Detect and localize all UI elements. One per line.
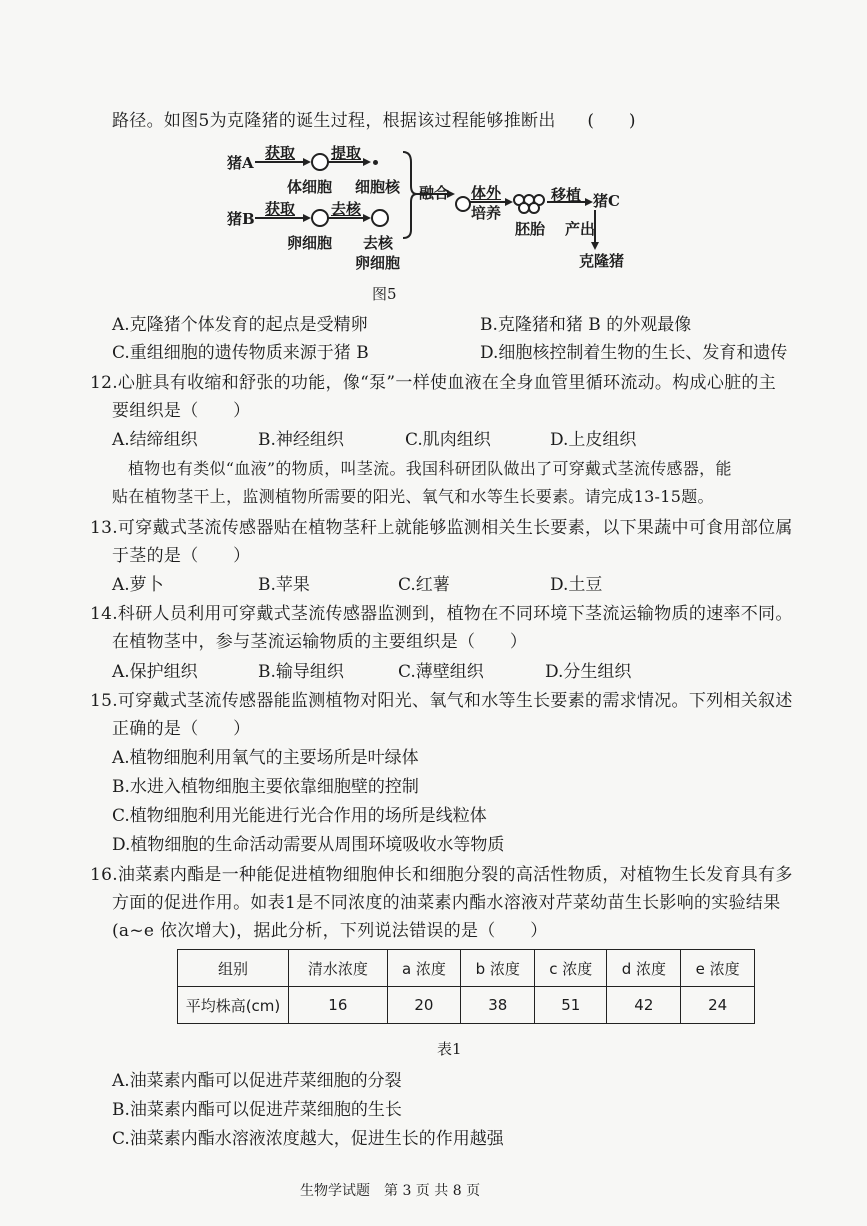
pig-a-label: 猪A bbox=[227, 154, 254, 172]
table-header-cell: 清水浓度 bbox=[289, 950, 388, 987]
pig-b-label: 猪B bbox=[227, 210, 255, 228]
answer-paren: ( ) bbox=[587, 111, 636, 131]
cloned-pig-label: 克隆猪 bbox=[579, 252, 625, 270]
q11-option-b: B.克隆猪和猪 B 的外观最像 bbox=[480, 315, 692, 335]
q16-stem-line3: (a~e 依次增大)，据此分析，下列说法错误的是（ ） bbox=[112, 921, 548, 941]
enucleate-label: 去核 bbox=[331, 200, 362, 218]
q16-option-c: C.油菜素内酯水溶液浓度越大，促进生长的作用越强 bbox=[112, 1129, 504, 1149]
table-cell: 51 bbox=[535, 987, 607, 1024]
table-1 bbox=[177, 949, 755, 1024]
q12-option-a: A.结缔组织 bbox=[112, 430, 198, 450]
page-footer: 生物学试题 第 3 页 共 8 页 bbox=[300, 1183, 481, 1199]
q12-option-c: C.肌肉组织 bbox=[405, 430, 491, 450]
table-cell: 38 bbox=[461, 987, 535, 1024]
enucleated-label-2: 卵细胞 bbox=[355, 254, 401, 272]
table-header-cell: b 浓度 bbox=[461, 950, 535, 987]
table-cell: 42 bbox=[607, 987, 681, 1024]
table-header-cell: a 浓度 bbox=[387, 950, 461, 987]
enucleated-egg-icon bbox=[371, 209, 389, 227]
passage-line2: 贴在植物茎干上，监测植物所需要的阳光、氧气和水等生长要素。请完成13-15题。 bbox=[112, 487, 714, 506]
q12-option-d: D.上皮组织 bbox=[550, 430, 637, 450]
q13-option-b: B.苹果 bbox=[258, 575, 310, 595]
embryo-label: 胚胎 bbox=[515, 220, 546, 238]
extract-label: 提取 bbox=[331, 144, 362, 162]
culture-label-2: 培养 bbox=[471, 204, 502, 222]
get-label-a: 获取 bbox=[265, 144, 296, 162]
q13-option-a: A.萝卜 bbox=[112, 575, 164, 595]
q14-stem-line2: 在植物茎中，参与茎流运输物质的主要组织是（ ） bbox=[112, 632, 528, 652]
table-header-cell: c 浓度 bbox=[535, 950, 607, 987]
q12-stem-line1: 12.心脏具有收缩和舒张的功能，像“泵”一样使血液在全身血管里循环流动。构成心脏的主 bbox=[90, 373, 777, 393]
figure-caption: 图5 bbox=[372, 285, 397, 303]
q13-stem-line1: 13.可穿戴式茎流传感器贴在植物茎秆上就能够监测相关生长要素，以下果蔬中可食用部位属 bbox=[90, 518, 793, 538]
intro-text: 路径。如图5为克隆猪的诞生过程，根据该过程能够推断出 bbox=[112, 111, 556, 131]
table-header-row bbox=[178, 950, 755, 987]
table-row-label: 平均株高(cm) bbox=[178, 987, 289, 1024]
table-header-cell: 组别 bbox=[178, 950, 289, 987]
q16-option-b: B.油菜素内酯可以促进芹菜细胞的生长 bbox=[112, 1100, 402, 1120]
egg-cell-icon bbox=[311, 209, 329, 227]
q15-option-d: D.植物细胞的生命活动需要从周围环境吸收水等物质 bbox=[112, 835, 505, 855]
figure-5-diagram bbox=[225, 140, 645, 275]
egg-cell-label: 卵细胞 bbox=[287, 234, 333, 252]
body-cell-label: 体细胞 bbox=[287, 178, 333, 196]
birth-label: 产出 bbox=[565, 220, 596, 238]
pig-c-label: 猪C bbox=[593, 192, 620, 210]
q12-stem-line2: 要组织是（ ） bbox=[112, 401, 251, 421]
table-cell: 16 bbox=[289, 987, 388, 1024]
table-header-cell: e 浓度 bbox=[681, 950, 755, 987]
q15-stem-line1: 15.可穿戴式茎流传感器能监测植物对阳光、氧气和水等生长要素的需求情况。下列相关叙述 bbox=[90, 691, 793, 711]
fused-cell-icon bbox=[455, 196, 471, 212]
q14-option-b: B.输导组织 bbox=[258, 662, 344, 682]
table-row bbox=[178, 987, 755, 1024]
table-header-cell: d 浓度 bbox=[607, 950, 681, 987]
q11-option-a: A.克隆猪个体发育的起点是受精卵 bbox=[112, 315, 368, 335]
transplant-label: 移植 bbox=[551, 186, 582, 204]
q14-option-a: A.保护组织 bbox=[112, 662, 198, 682]
q13-option-d: D.土豆 bbox=[550, 575, 603, 595]
q13-option-c: C.红薯 bbox=[398, 575, 450, 595]
q16-stem-line1: 16.油菜素内酯是一种能促进植物细胞伸长和细胞分裂的高活性物质，对植物生长发育具有多 bbox=[90, 865, 793, 885]
q15-stem-line2: 正确的是（ ） bbox=[112, 719, 251, 739]
q11-option-d: D.细胞核控制着生物的生长、发育和遗传 bbox=[480, 343, 788, 363]
fuse-label: 融合 bbox=[419, 184, 450, 202]
q13-stem-line2: 于茎的是（ ） bbox=[112, 546, 251, 566]
body-cell-icon bbox=[311, 153, 329, 171]
table-cell: 24 bbox=[681, 987, 755, 1024]
get-label-b: 获取 bbox=[265, 200, 296, 218]
enucleated-label-1: 去核 bbox=[363, 234, 394, 252]
q15-option-a: A.植物细胞利用氧气的主要场所是叶绿体 bbox=[112, 748, 419, 768]
q16-stem-line2: 方面的促进作用。如表1是不同浓度的油菜素内酯水溶液对芹菜幼苗生长影响的实验结果 bbox=[112, 893, 781, 913]
q12-option-b: B.神经组织 bbox=[258, 430, 344, 450]
embryo-cell-icon-5 bbox=[528, 202, 540, 214]
table-caption: 表1 bbox=[437, 1040, 462, 1058]
q15-option-c: C.植物细胞利用光能进行光合作用的场所是线粒体 bbox=[112, 806, 487, 826]
q14-option-c: C.薄壁组织 bbox=[398, 662, 484, 682]
q14-stem-line1: 14.科研人员利用可穿戴式茎流传感器监测到，植物在不同环境下茎流运输物质的速率不同。 bbox=[90, 604, 793, 624]
intro-line bbox=[112, 106, 636, 131]
table-cell: 20 bbox=[387, 987, 461, 1024]
q14-option-d: D.分生组织 bbox=[545, 662, 632, 682]
q15-option-b: B.水进入植物细胞主要依靠细胞壁的控制 bbox=[112, 777, 419, 797]
nucleus-icon bbox=[373, 160, 378, 165]
q11-option-c: C.重组细胞的遗传物质来源于猪 B bbox=[112, 343, 369, 363]
passage-line1: 植物也有类似“血液”的物质，叫茎流。我国科研团队做出了可穿戴式茎流传感器，能 bbox=[128, 459, 732, 478]
culture-label-1: 体外 bbox=[471, 184, 502, 202]
q16-option-a: A.油菜素内酯可以促进芹菜细胞的分裂 bbox=[112, 1071, 402, 1091]
nucleus-label: 细胞核 bbox=[355, 178, 401, 196]
